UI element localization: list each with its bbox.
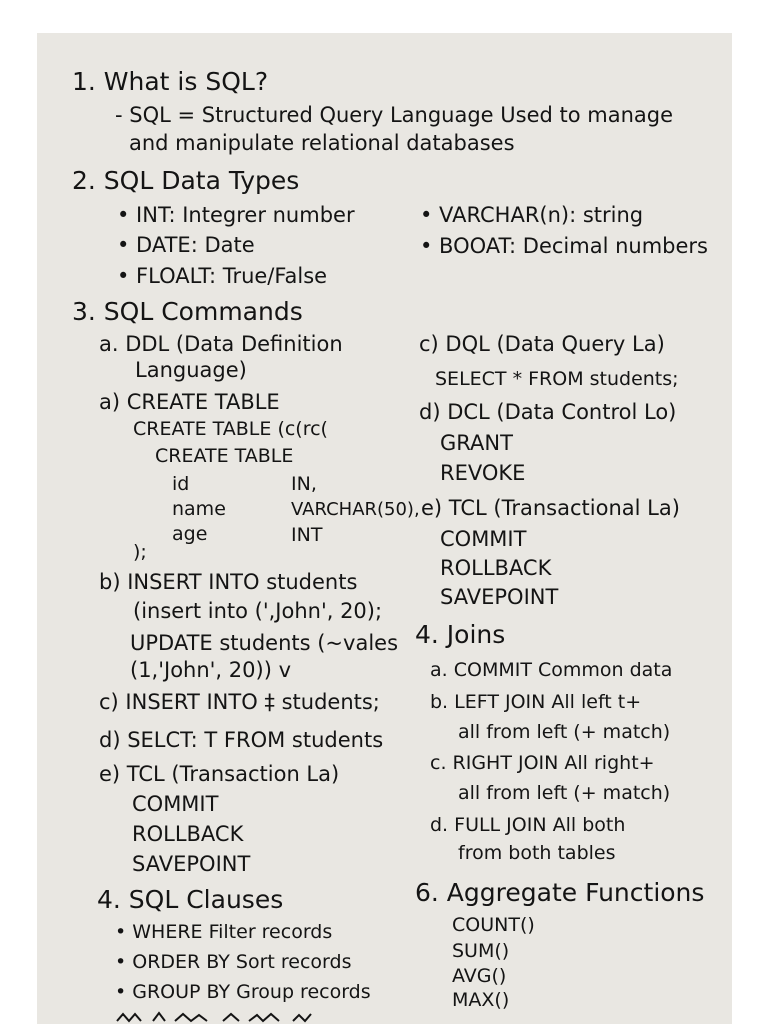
create-table-heading: a) CREATE TABLE — [99, 390, 280, 414]
create-table-close: ); — [133, 541, 147, 563]
section-3-title: 3. SQL Commands — [72, 297, 303, 326]
tcl-commit-left: COMMIT — [132, 792, 219, 816]
dcl-heading: d) DCL (Data Control Lo) — [419, 400, 677, 424]
insert-into-line: c) INSERT INTO ‡ students; — [99, 690, 380, 714]
dcl-revoke: REVOKE — [440, 461, 526, 485]
column-age-type: INT — [291, 524, 323, 546]
clause-order-by: • ORDER BY Sort records — [115, 951, 352, 973]
section-1-line-2: and manipulate relational databases — [129, 131, 515, 155]
aggregate-avg: AVG() — [452, 965, 507, 987]
section-1-title: 1. What is SQL? — [72, 67, 269, 96]
data-type-date: • DATE: Date — [117, 233, 255, 257]
tcl-heading-left: e) TCL (Transaction La) — [99, 762, 340, 786]
data-type-booat: • BOOAT: Decimal numbers — [420, 234, 709, 258]
create-table-inner: CREATE TABLE — [155, 445, 294, 467]
joins-title: 4. Joins — [415, 620, 506, 649]
join-left-cont: all from left (+ match) — [458, 721, 671, 743]
tcl-rollback-left: ROLLBACK — [132, 822, 244, 846]
clause-where: • WHERE Filter records — [115, 921, 333, 943]
dql-heading: c) DQL (Data Query La) — [419, 332, 665, 356]
join-full: d. FULL JOIN All both — [430, 814, 626, 836]
tcl-savepoint-left: SAVEPOINT — [132, 852, 251, 876]
create-table-line: CREATE TABLE (c(rc( — [133, 418, 328, 440]
column-id-type: IN, — [291, 473, 317, 495]
section-2-title: 2. SQL Data Types — [72, 166, 300, 195]
insert-line: (insert into (',John', 20); — [133, 599, 383, 623]
update-line-cont: (1,'John', 20)) v — [130, 658, 291, 682]
dcl-grant: GRANT — [440, 431, 513, 455]
ddl-heading: a. DDL (Data Definition — [99, 332, 343, 356]
tcl-commit-right: COMMIT — [440, 527, 527, 551]
tcl-rollback-right: ROLLBACK — [440, 556, 552, 580]
join-full-cont: from both tables — [458, 842, 616, 864]
aggregate-sum: SUM() — [452, 940, 510, 962]
join-commit: a. COMMIT Common data — [430, 659, 673, 681]
aggregate-max: MAX() — [452, 989, 510, 1011]
notes-page — [37, 33, 732, 1024]
cut-off-line — [113, 1009, 373, 1024]
tcl-savepoint-right: SAVEPOINT — [440, 585, 559, 609]
select-line: d) SELCT: T FROM students — [99, 728, 384, 752]
column-name-type: VARCHAR(50), — [291, 499, 420, 520]
column-id: id — [172, 473, 190, 495]
column-name: name — [172, 498, 226, 520]
clause-group-by: • GROUP BY Group records — [115, 981, 371, 1003]
ddl-heading-cont: Language) — [135, 358, 247, 382]
section-1-line-1: - SQL = Structured Query Language Used to manage — [115, 103, 674, 127]
aggregate-count: COUNT() — [452, 914, 535, 936]
join-right: c. RIGHT JOIN All right+ — [430, 752, 655, 774]
data-type-int: • INT: Integrer number — [117, 203, 355, 227]
tcl-heading-right: e) TCL (Transactional La) — [421, 496, 680, 520]
data-type-floalt: • FLOALT: True/False — [117, 264, 328, 288]
update-line: UPDATE students (~vales — [130, 631, 399, 655]
dql-select: SELECT * FROM students; — [435, 368, 679, 390]
aggregates-title: 6. Aggregate Functions — [415, 878, 705, 907]
column-age: age — [172, 523, 208, 545]
join-right-cont: all from left (+ match) — [458, 782, 671, 804]
insert-heading: b) INSERT INTO students — [99, 570, 358, 594]
join-left: b. LEFT JOIN All left t+ — [430, 691, 642, 713]
clauses-title: 4. SQL Clauses — [97, 885, 284, 914]
data-type-varchar: • VARCHAR(n): string — [420, 203, 644, 227]
